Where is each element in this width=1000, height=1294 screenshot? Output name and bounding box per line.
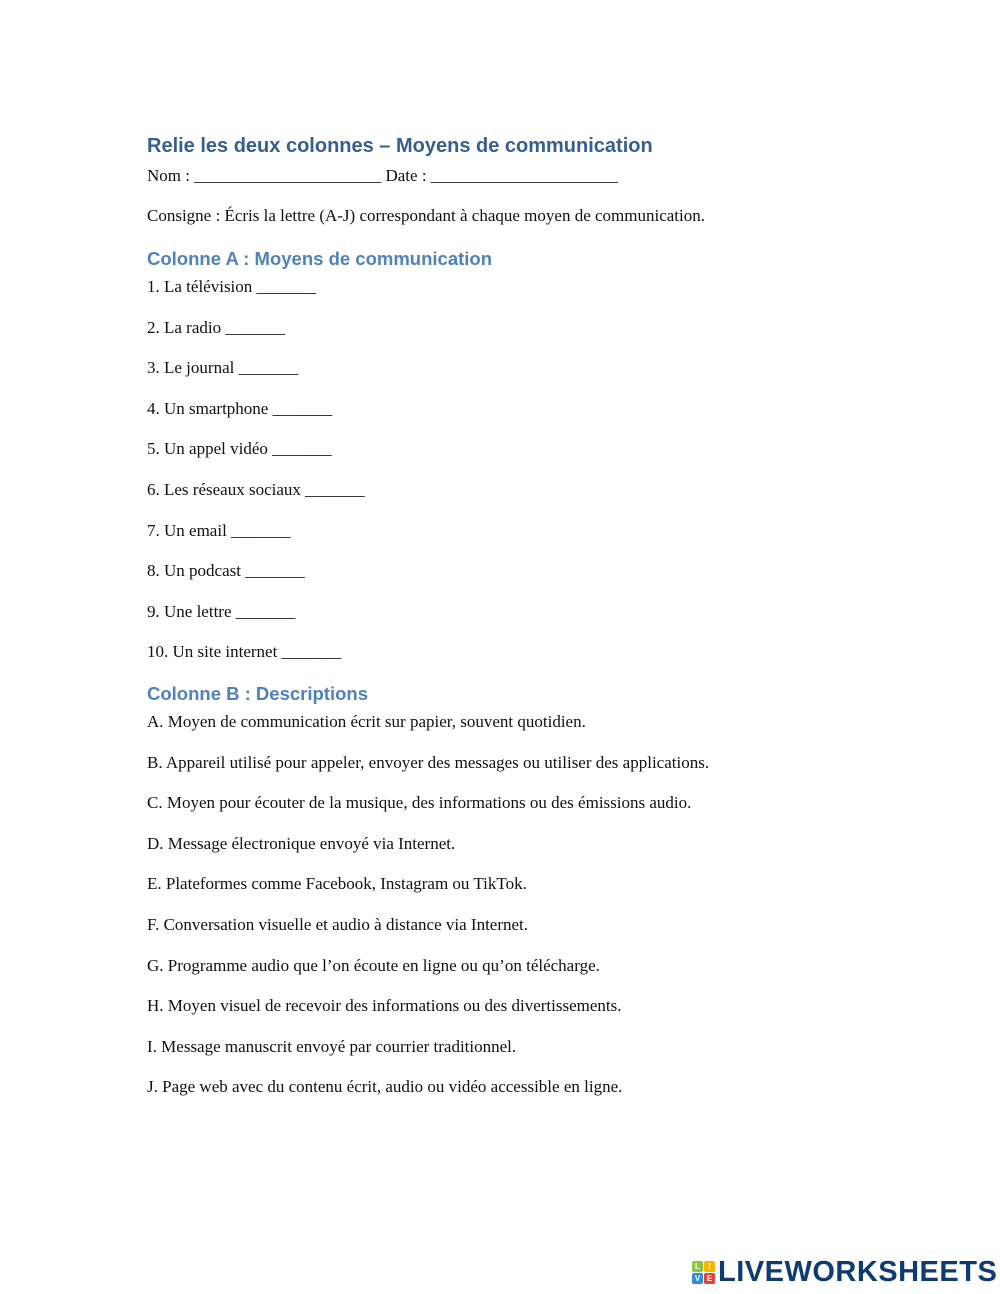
matching-item: 10. Un site internet _______	[147, 642, 342, 662]
description-item: A. Moyen de communication écrit sur papier, souvent quotidien.	[147, 712, 586, 731]
name-date-line: Nom : ______________________ Date : ______________________	[147, 166, 618, 185]
description-item: C. Moyen pour écouter de la musique, des informations ou des émissions audio.	[147, 793, 692, 813]
description-item: E. Plateformes comme Facebook, Instagram ou TikTok.	[147, 874, 527, 894]
instruction: Consigne : Écris la lettre (A-J) correspondant à chaque moyen de communication.	[147, 206, 705, 225]
description-item: J. Page web avec du contenu écrit, audio ou vidéo accessible en ligne.	[147, 1077, 623, 1097]
matching-item: 4. Un smartphone _______	[147, 398, 333, 418]
matching-item: 9. Une lettre _______	[147, 601, 296, 621]
description-item: F. Conversation visuelle et audio à distance via Internet.	[147, 915, 529, 934]
description-item: I. Message manuscrit envoyé par courrier traditionnel.	[147, 1036, 517, 1056]
logo-cube-icon: L I V E	[692, 1261, 715, 1284]
column-a-heading: Colonne A : Moyens de communication	[147, 248, 493, 269]
matching-item: 5. Un appel vidéo _______	[147, 439, 332, 459]
matching-item: 8. Un podcast _______	[147, 561, 305, 581]
matching-item: 6. Les réseaux sociaux _______	[147, 480, 365, 499]
description-item: H. Moyen visuel de recevoir des informations ou des divertissements.	[147, 996, 622, 1016]
column-b-heading: Colonne B : Descriptions	[147, 683, 368, 704]
description-item: B. Appareil utilisé pour appeler, envoyer des messages ou utiliser des applications.	[147, 752, 710, 772]
matching-item: 3. Le journal _______	[147, 358, 299, 378]
matching-item: 1. La télévision _______	[147, 277, 317, 296]
description-item: D. Message électronique envoyé via Internet.	[147, 833, 456, 853]
liveworksheets-logo	[692, 1256, 997, 1289]
description-item: G. Programme audio que l’on écoute en ligne ou qu’on télécharge.	[147, 955, 600, 975]
logo-text: LIVEWORKSHEETS	[718, 1256, 998, 1288]
page-title: Relie les deux colonnes – Moyens de communication	[147, 135, 653, 157]
matching-item: 2. La radio _______	[147, 317, 285, 337]
matching-item: 7. Un email _______	[147, 520, 291, 540]
